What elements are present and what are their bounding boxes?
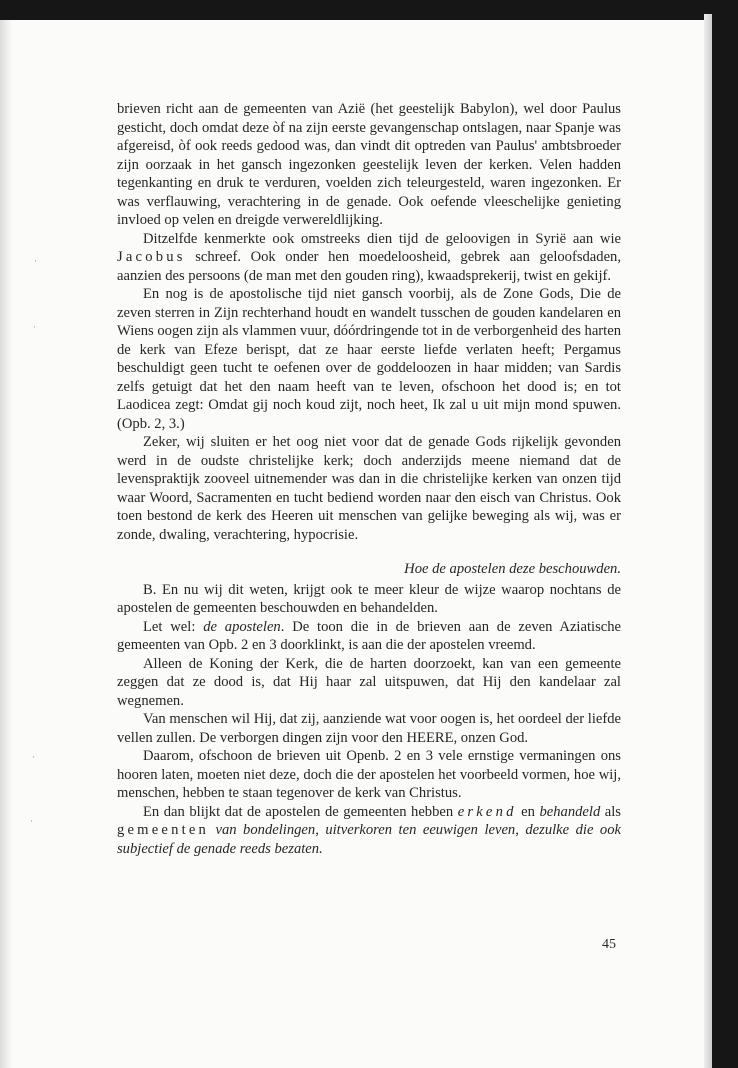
emphasis-erkend: erkend (457, 803, 517, 820)
emphasis-behandeld: behandeld (539, 803, 601, 820)
paragraph-6 (117, 618, 621, 655)
paragraph-9: Daarom, ofschoon de brieven uit Openb. 2 en 3 vele ernstige vermaningen ons hooren laten, moeten niet deze, doch die der apostelen het voorbeeld vormen, hoe wij, menschen, hebben te staan tegenover de kerk van Christus. (117, 748, 621, 801)
binding-shadow (0, 20, 12, 1068)
paragraph-10-text-a: En dan blijkt dat de apostelen de gemeenten hebben (143, 803, 458, 820)
paragraph-2-text-b: schreef. Ook onder hen moedeloosheid, gebrek aan geloofsdaden, aanzien des persoons (de man met den gouden ring), kwaadsprekerij, twist en gekijf. (117, 249, 621, 284)
paragraph-2-text-a: Ditzelfde kenmerkte ook omstreeks dien tijd de geloovigen in Syrië aan wie (143, 230, 621, 247)
page-body (117, 100, 621, 858)
paragraph-2 (117, 230, 621, 286)
paragraph-10-text-b: en (516, 803, 540, 820)
margin-speck: · (34, 256, 37, 266)
paragraph-10 (117, 803, 621, 859)
paragraph-10-text-d: van bondelingen, uitverkoren ten eeuwigen leven, dezulke die ook subjectief de genade reeds bezaten. (117, 822, 621, 857)
paragraph-5: B. En nu wij dit weten, krijgt ook te meer kleur de wijze waarop nochtans de apostelen de gemeenten beschouwden en behandelden. (117, 581, 621, 616)
scan-right-border (712, 0, 738, 1068)
paragraph-4: Zeker, wij sluiten er het oog niet voor dat de genade Gods rijkelijk gevonden werd in de oudste christelijke kerk; doch anderzijds meene niemand dat de levenspraktijk zooveel uitnemender was dan in die christelijke kerken van onzen tijd waar Woord, Sacramenten en tucht bediend worden naar den eisch van Christus. Ook toen bestond de kerk des Heeren uit menschen van gelijke beweging als wij, was er zonde, dwaling, verachtering, hypocrisie. (117, 434, 621, 543)
emphasis-apostelen: de apostelen (203, 618, 281, 635)
margin-speck: · (30, 816, 33, 826)
section-heading: Hoe de apostelen deze beschouwden. (404, 561, 621, 577)
page-edge-shadow (704, 14, 712, 1068)
paragraph-7: Alleen de Koning der Kerk, die de harten doorzoekt, kan van een gemeente zeggen dat ze dood is, dat Hij haar zal uitspuwen, dat Hij den kandelaar zal wegnemen. (117, 655, 621, 709)
margin-speck: · (33, 322, 36, 332)
paragraph-1: brieven richt aan de gemeenten van Azië (het geestelijk Babylon), wel door Paulus gesticht, doch omdat deze òf na zijn eerste gevangenschap ontslagen, naar Spanje was afgereisd, òf ook reeds gedood was, dan vindt dit optreden van Paulus' ambtsbroeder zijn oorzaak in het gansch ingezonken geestelijk leven der kerken. Velen hadden tegenkanting en druk te verduren, voelden zich teleurgesteld, waren ingezonken. Er was verflauwing, verachtering in de genade. Ook oefende vleeschelijke genieting invloed op velen en dreigde verwereldlijking. (117, 101, 621, 228)
paragraph-3: En nog is de apostolische tijd niet gansch voorbij, als de Zone Gods, Die de zeven sterren in Zijn rechterhand houdt en wandelt tusschen de gouden kandelaren en Wiens oogen zijn als vlammen vuur, dóórdringende tot in de verborgenheid des harten de kerk van Efeze berispt, dat ze haar eerste liefde verlaten heeft; Pergamus beschuldigt geen tucht te oefenen over de goddeloozen in haar midden; van Sardis zelfs getuigt dat het den naam heeft van te leven, ofschoon het dood is; en tot Laodicea zegt: Omdat gij noch koud zijt, noch heet, Ik zal u uit mijn mond spuwen. (Opb. 2, 3.) (117, 286, 621, 432)
emphasis-gemeenten: gemeenten (117, 822, 210, 838)
paragraph-6-text-b: . De toon die in de brieven aan de zeven Aziatische gemeenten van Opb. 2 en 3 doorklinkt, is aan die der apostelen vreemd. (117, 618, 622, 653)
paragraph-8: Van menschen wil Hij, dat zij, aanziende wat voor oogen is, het oordeel der liefde vellen zullen. De verborgen dingen zijn voor den HEERE, onzen God. (117, 711, 621, 746)
page-number: 45 (602, 937, 616, 952)
paragraph-10-text-c: als (600, 803, 621, 820)
paragraph-6-text-a: Let wel: (143, 618, 204, 635)
scan-top-border (0, 0, 738, 20)
name-jacobus: Jacobus (117, 249, 186, 265)
margin-speck: · (32, 752, 35, 762)
